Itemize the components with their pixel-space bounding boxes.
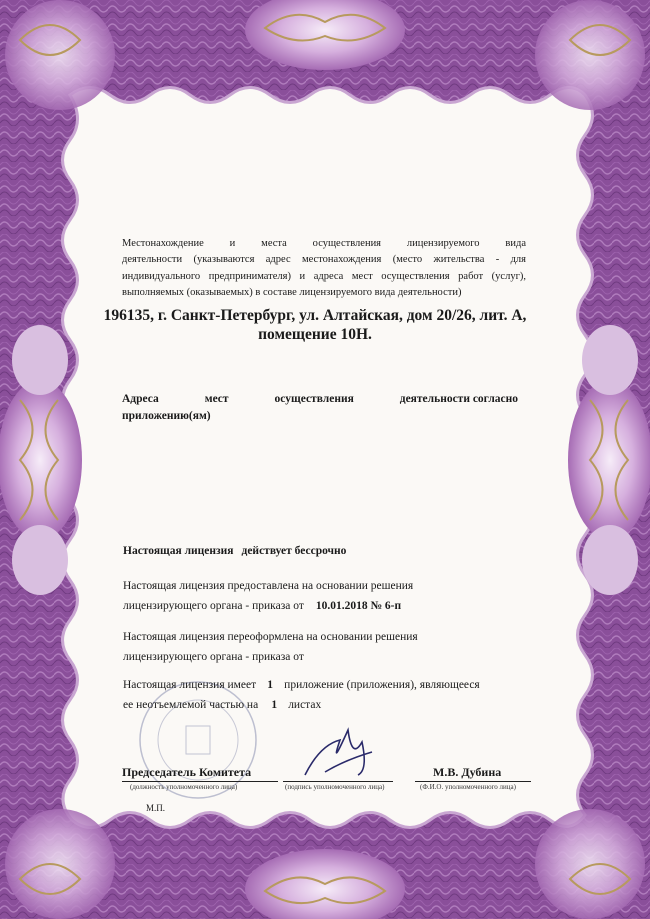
- basis-line1: Настоящая лицензия предоставлена на основании решения: [123, 580, 414, 592]
- annex-count: 1: [267, 679, 274, 691]
- signature-line: [283, 781, 393, 782]
- intro-line: Местонахождение и места осуществления лицензируемого вида: [122, 238, 526, 249]
- intro-text: [122, 236, 526, 301]
- places-line2: приложению(ям): [122, 410, 211, 422]
- basis-line2: лицензирующего органа - приказа от: [123, 600, 304, 612]
- signature-line: [122, 781, 278, 782]
- intro-line: индивидуального предпринимателя) и адреса мест осуществления работ (услуг),: [122, 270, 526, 282]
- places-word: мест: [204, 393, 229, 405]
- caption-position: (должность уполномоченного лица): [130, 783, 238, 791]
- signature-line: [415, 781, 531, 782]
- license-basis: [123, 576, 413, 616]
- annex-line2-b: листах: [288, 699, 322, 711]
- signer-title: Председатель Комитета: [122, 765, 252, 779]
- reform-line1: Настоящая лицензия переоформлена на основании решения: [123, 631, 418, 643]
- caption-signature: (подпись уполномоченного лица): [285, 783, 385, 791]
- intro-line: выполняемых (оказываемых) в составе лицензируемого вида деятельности): [122, 286, 462, 298]
- address-line2: помещение 10Н.: [258, 326, 372, 343]
- places-word: деятельности согласно: [399, 393, 518, 405]
- activity-places: [122, 391, 518, 425]
- stamp-place: М.П.: [146, 803, 166, 813]
- annex-line2-a: ее неотъемлемой частью на: [123, 699, 259, 711]
- validity-label: Настоящая лицензия: [123, 545, 234, 557]
- intro-line: деятельности (указываются адрес местонахождения (место жительства - для: [122, 254, 526, 266]
- caption-fio: (Ф.И.О. уполномоченного лица): [420, 783, 516, 791]
- basis-order-value: 10.01.2018 № 6-п: [315, 600, 402, 612]
- validity-value: действует бессрочно: [241, 545, 347, 557]
- annex-sheets: 1: [271, 699, 278, 711]
- signer-name: М.В. Дубина: [433, 765, 502, 779]
- annex-line1-a: Настоящая лицензия имеет: [123, 679, 257, 691]
- annex-line1-b: приложение (приложения), являющееся: [284, 679, 480, 691]
- license-validity: [123, 545, 346, 557]
- places-word: Адреса: [122, 393, 159, 405]
- places-word: осуществления: [274, 393, 354, 405]
- license-reformation: [123, 627, 418, 667]
- address-line1: 196135, г. Санкт-Петербург, ул. Алтайская, дом 20/26, лит. А,: [103, 307, 527, 324]
- reform-line2: лицензирующего органа - приказа от: [123, 651, 304, 663]
- license-annex: [123, 675, 480, 715]
- license-address: [100, 306, 530, 344]
